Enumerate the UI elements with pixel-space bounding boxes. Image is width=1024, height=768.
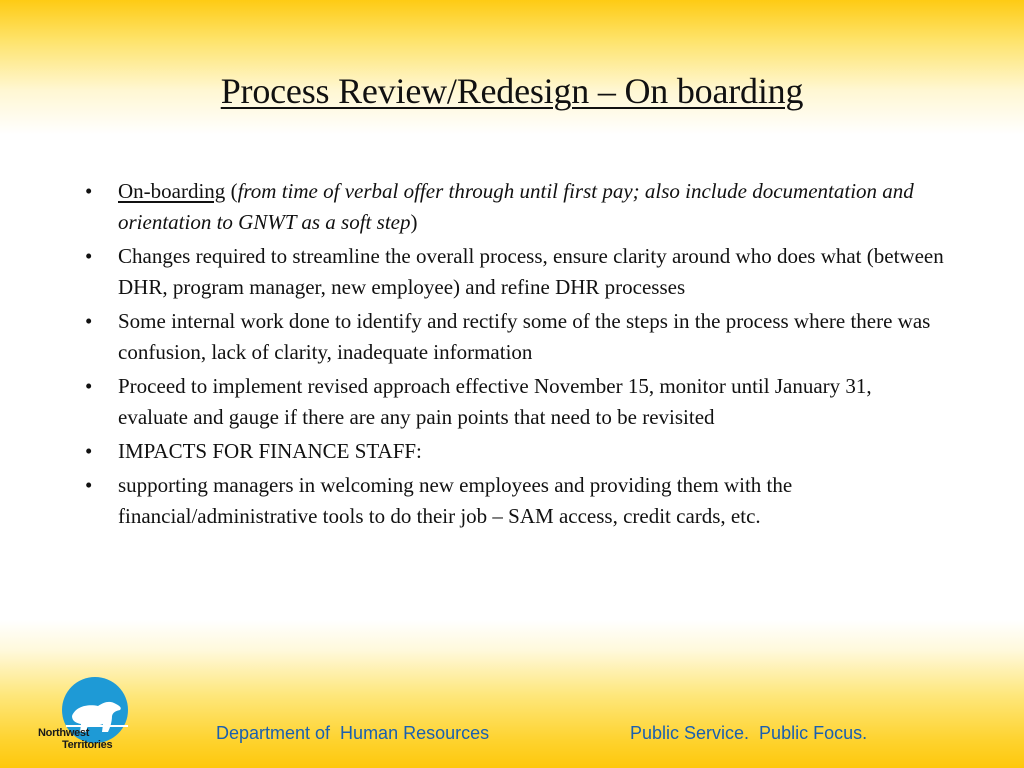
bullet-marker: • (85, 244, 93, 268)
onboarding-term: On-boarding (118, 179, 226, 203)
bullet-marker: • (85, 374, 93, 398)
footer-department: Department of Human Resources (216, 723, 490, 743)
onboarding-definition: from time of verbal offer through until first pay; also include documentation and orientation to GNWT as a soft step (118, 179, 914, 234)
bullet-item-internal-work (85, 306, 945, 368)
bullet-marker: • (85, 439, 93, 463)
bullet-marker: • (85, 309, 93, 333)
bullet-text: supporting managers in welcoming new employees and providing them with the financial/administrative tools to do their job – SAM access, credit cards, etc. (118, 473, 793, 528)
bullet-item-onboarding (85, 176, 945, 238)
logo-wordmark (38, 727, 130, 751)
bullet-item-proceed (85, 371, 945, 433)
onboarding-open-paren: ( (225, 179, 238, 203)
slide-title: Process Review/Redesign – On boarding (220, 71, 804, 111)
bullet-text: Changes required to streamline the overall process, ensure clarity around who does what (between DHR, program manager, new employee) and refine DHR processes (118, 244, 944, 299)
logo-line-2: Territories (62, 739, 113, 751)
bullet-text: IMPACTS FOR FINANCE STAFF: (118, 439, 422, 463)
bullet-list (85, 176, 945, 535)
bullet-item-impacts (85, 436, 945, 467)
bullet-text: Proceed to implement revised approach effective November 15, monitor until January 31, evaluate and gauge if there are any pain points that need to be revisited (118, 374, 872, 429)
bullet-marker: • (85, 179, 93, 203)
logo-line-1: Northwest (38, 727, 90, 739)
bullet-item-supporting (85, 470, 945, 532)
onboarding-close-paren: ) (410, 210, 418, 234)
bullet-item-changes (85, 241, 945, 303)
bullet-marker: • (85, 473, 93, 497)
bullet-text: Some internal work done to identify and rectify some of the steps in the process where there was confusion, lack of clarity, inadequate information (118, 309, 931, 364)
footer-slogan: Public Service. Public Focus. (630, 723, 868, 743)
